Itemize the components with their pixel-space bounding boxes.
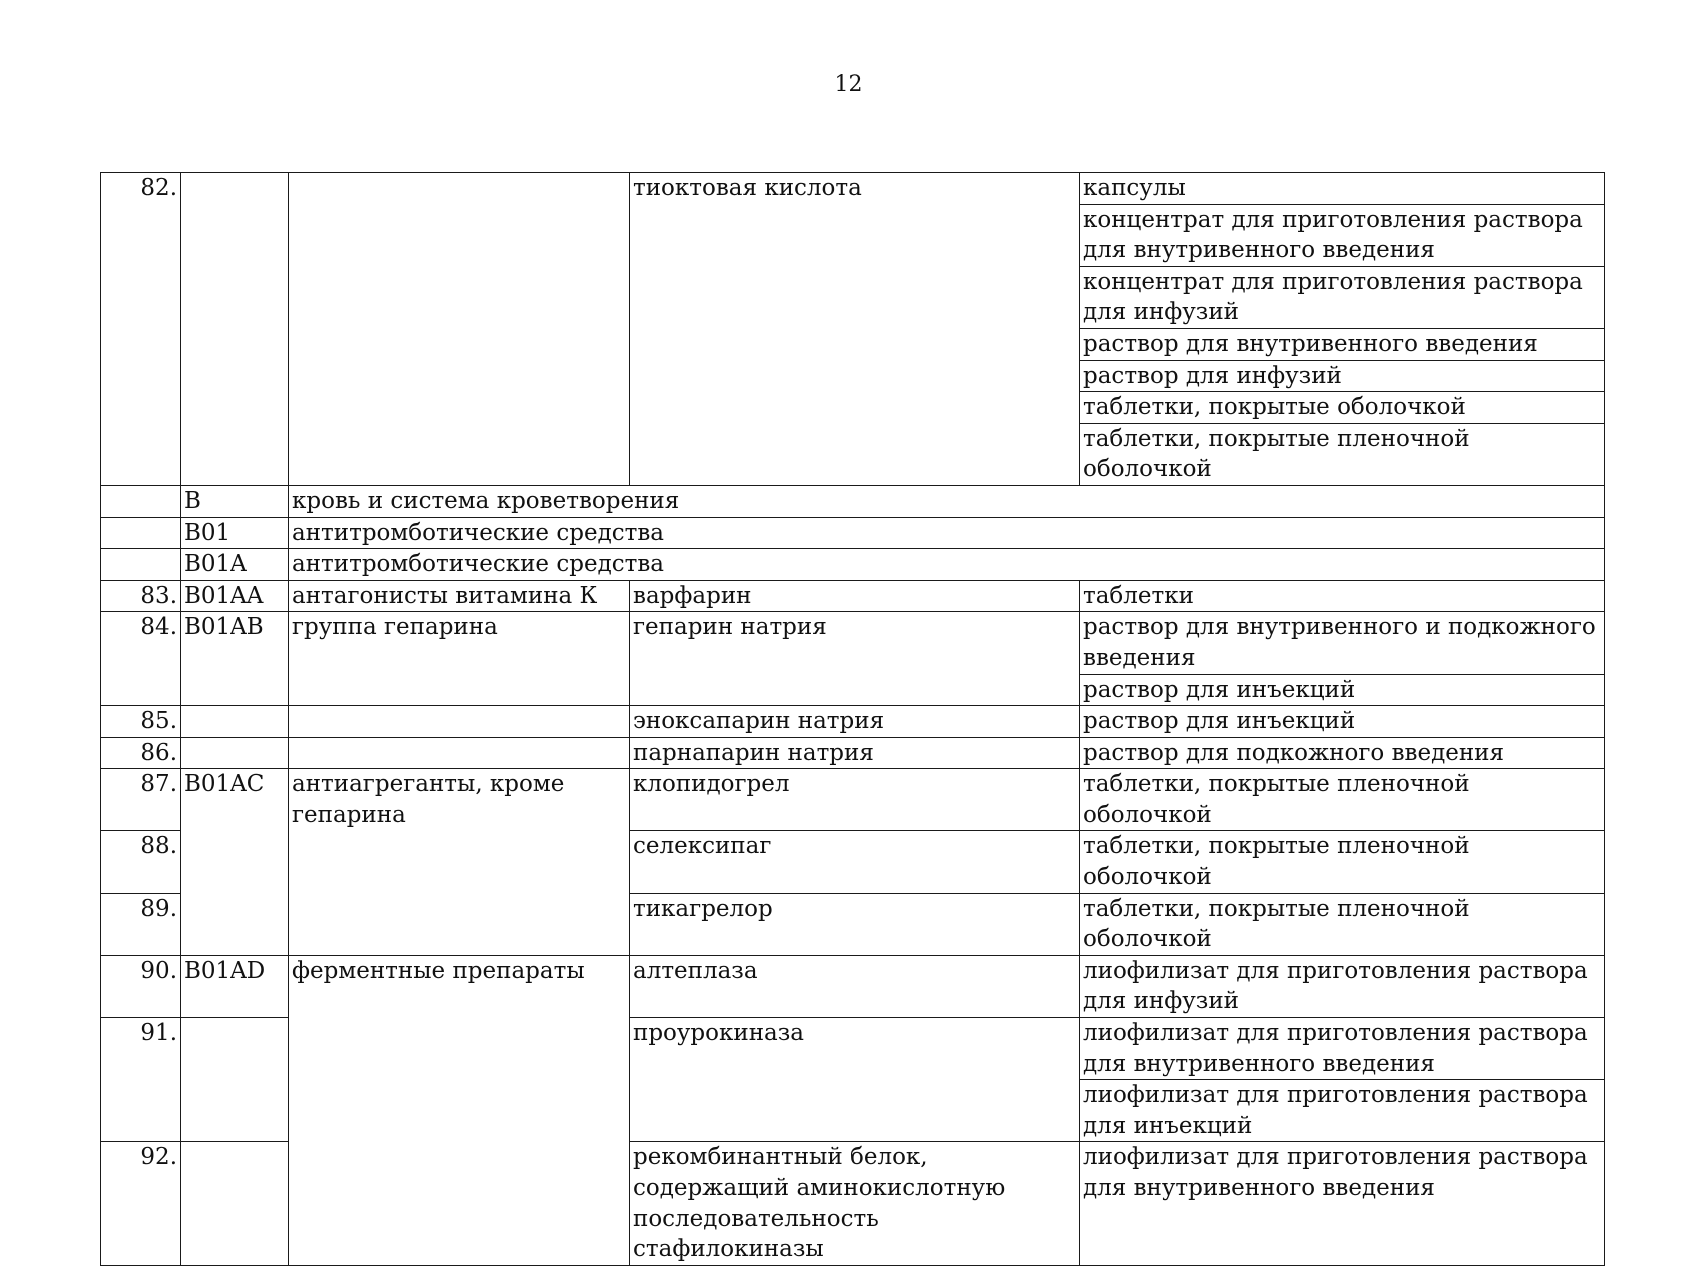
table-row <box>101 769 1605 831</box>
dosage-form: раствор для внутривенного введения <box>1080 328 1605 360</box>
row-number: 90. <box>101 955 181 1017</box>
drug-name: селексипаг <box>630 831 1080 893</box>
dosage-form: лиофилизат для приготовления раствора для внутривенного введения <box>1080 1142 1605 1265</box>
row-number: 89. <box>101 893 181 955</box>
atc-code-cell: B01AC <box>181 769 289 956</box>
table-row <box>101 612 1605 674</box>
drug-name: алтеплаза <box>630 955 1080 1017</box>
drug-name: клопидогрел <box>630 769 1080 831</box>
dosage-form: лиофилизат для приготовления раствора для внутривенного введения <box>1080 1018 1605 1080</box>
row-number: 82. <box>101 173 181 486</box>
drug-name: эноксапарин натрия <box>630 706 1080 738</box>
section-row <box>101 549 1605 581</box>
section-row <box>101 517 1605 549</box>
group-cell: антиагреганты, кроме гепарина <box>289 769 630 956</box>
dosage-form: лиофилизат для приготовления раствора для инфузий <box>1080 955 1605 1017</box>
dosage-form: таблетки, покрытые пленочной оболочкой <box>1080 893 1605 955</box>
group-cell <box>289 737 630 769</box>
dosage-form: капсулы <box>1080 173 1605 205</box>
drug-table <box>100 172 1605 1266</box>
dosage-form: раствор для инфузий <box>1080 360 1605 392</box>
drug-name: парнапарин натрия <box>630 737 1080 769</box>
atc-code-cell: B01AB <box>181 612 289 706</box>
atc-code-cell: B01AD <box>181 955 289 1017</box>
table-row <box>101 580 1605 612</box>
dosage-form: концентрат для приготовления раствора для внутривенного введения <box>1080 204 1605 266</box>
row-number <box>101 549 181 581</box>
dosage-form: концентрат для приготовления раствора для инфузий <box>1080 266 1605 328</box>
atc-code-cell <box>181 706 289 738</box>
atc-code-cell: B01A <box>181 549 289 581</box>
group-cell: антагонисты витамина К <box>289 580 630 612</box>
row-number: 86. <box>101 737 181 769</box>
row-number: 84. <box>101 612 181 706</box>
row-number: 87. <box>101 769 181 831</box>
table-row <box>101 173 1605 205</box>
group-cell <box>289 706 630 738</box>
drug-name: рекомбинантный белок, содержащий аминокислотную последовательность стафилокиназы <box>630 1142 1080 1265</box>
dosage-form: таблетки <box>1080 580 1605 612</box>
row-number <box>101 485 181 517</box>
dosage-form: таблетки, покрытые оболочкой <box>1080 392 1605 424</box>
atc-code-cell <box>181 1018 289 1142</box>
section-title: кровь и система кроветворения <box>289 485 1605 517</box>
atc-code-cell: B <box>181 485 289 517</box>
dosage-form: раствор для инъекций <box>1080 706 1605 738</box>
page-number: 12 <box>834 72 863 97</box>
row-number: 91. <box>101 1018 181 1142</box>
drug-name: тикагрелор <box>630 893 1080 955</box>
dosage-form: раствор для подкожного введения <box>1080 737 1605 769</box>
dosage-form: таблетки, покрытые пленочной оболочкой <box>1080 769 1605 831</box>
section-title: антитромботические средства <box>289 549 1605 581</box>
dosage-form: раствор для внутривенного и подкожного введения <box>1080 612 1605 674</box>
row-number: 88. <box>101 831 181 893</box>
dosage-form: раствор для инъекций <box>1080 674 1605 706</box>
row-number: 83. <box>101 580 181 612</box>
group-cell <box>289 173 630 486</box>
table-row <box>101 955 1605 1017</box>
drug-name: варфарин <box>630 580 1080 612</box>
table-row <box>101 737 1605 769</box>
drug-name: гепарин натрия <box>630 612 1080 706</box>
atc-code-cell <box>181 173 289 486</box>
group-cell: ферментные препараты <box>289 955 630 1265</box>
dosage-form: лиофилизат для приготовления раствора для инъекций <box>1080 1080 1605 1142</box>
group-cell: группа гепарина <box>289 612 630 706</box>
table-row <box>101 706 1605 738</box>
atc-code-cell <box>181 737 289 769</box>
row-number: 92. <box>101 1142 181 1265</box>
section-row <box>101 485 1605 517</box>
row-number: 85. <box>101 706 181 738</box>
section-title: антитромботические средства <box>289 517 1605 549</box>
dosage-form: таблетки, покрытые пленочной оболочкой <box>1080 831 1605 893</box>
drug-name: тиоктовая кислота <box>630 173 1080 486</box>
row-number <box>101 517 181 549</box>
dosage-form: таблетки, покрытые пленочной оболочкой <box>1080 423 1605 485</box>
atc-code-cell: B01 <box>181 517 289 549</box>
atc-code-cell <box>181 1142 289 1265</box>
atc-code-cell: B01AA <box>181 580 289 612</box>
drug-name: проурокиназа <box>630 1018 1080 1142</box>
